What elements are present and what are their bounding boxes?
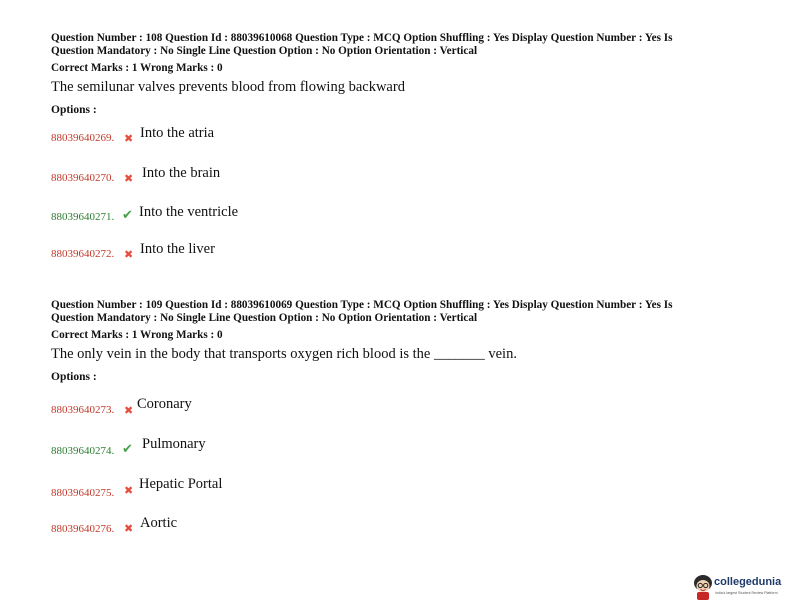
option-id: 88039640270.: [51, 172, 115, 184]
option-text: Hepatic Portal: [139, 476, 223, 492]
logo-tagline: India's largest Student Review Platform: [715, 591, 778, 595]
question-meta-line2: Question Mandatory : No Single Line Question Option : No Option Orientation : Vertical: [51, 312, 478, 324]
cross-icon: ✖: [124, 248, 134, 261]
option-id: 88039640272.: [51, 248, 115, 260]
option-text: Coronary: [137, 396, 192, 412]
check-icon: ✔: [122, 442, 133, 457]
options-label: Options :: [51, 104, 97, 116]
option-text: Into the atria: [140, 125, 215, 141]
option-id: 88039640276.: [51, 523, 115, 535]
question-marks: Correct Marks : 1 Wrong Marks : 0: [51, 62, 223, 74]
check-icon: ✔: [122, 208, 133, 223]
option-text: Aortic: [140, 515, 178, 531]
question-109: [51, 299, 741, 384]
option-id: 88039640269.: [51, 132, 115, 144]
option-text: Into the brain: [142, 165, 221, 181]
option-id: 88039640275.: [51, 487, 115, 499]
cross-icon: ✖: [124, 484, 134, 497]
question-text: The only vein in the body that transports oxygen rich blood is the _______ vein.: [51, 346, 517, 362]
logo-name: collegedunia: [714, 576, 782, 588]
question-meta-line1: Question Number : 108 Question Id : 88039610068 Question Type : MCQ Option Shuffling : Yes Display Question Number : Yes Is: [51, 32, 673, 44]
question-meta-line1: Question Number : 109 Question Id : 88039610069 Question Type : MCQ Option Shuffling : Yes Display Question Number : Yes Is: [51, 299, 673, 311]
question-meta-line2: Question Mandatory : No Single Line Question Option : No Option Orientation : Vertical: [51, 45, 478, 57]
cross-icon: ✖: [124, 132, 134, 145]
option-id: 88039640274.: [51, 445, 115, 457]
options-label: Options :: [51, 371, 97, 383]
question-text: The semilunar valves prevents blood from flowing backward: [51, 79, 405, 95]
option-text: Pulmonary: [142, 436, 206, 452]
collegedunia-logo: [692, 574, 784, 602]
option-text: Into the liver: [140, 241, 215, 257]
cross-icon: ✖: [124, 404, 134, 417]
cross-icon: ✖: [124, 172, 134, 185]
question-108: [51, 32, 741, 117]
question-marks: Correct Marks : 1 Wrong Marks : 0: [51, 329, 223, 341]
option-text: Into the ventricle: [139, 204, 239, 220]
mascot-icon: [692, 574, 714, 600]
cross-icon: ✖: [124, 522, 134, 535]
option-id: 88039640273.: [51, 404, 115, 416]
option-id: 88039640271.: [51, 211, 115, 223]
